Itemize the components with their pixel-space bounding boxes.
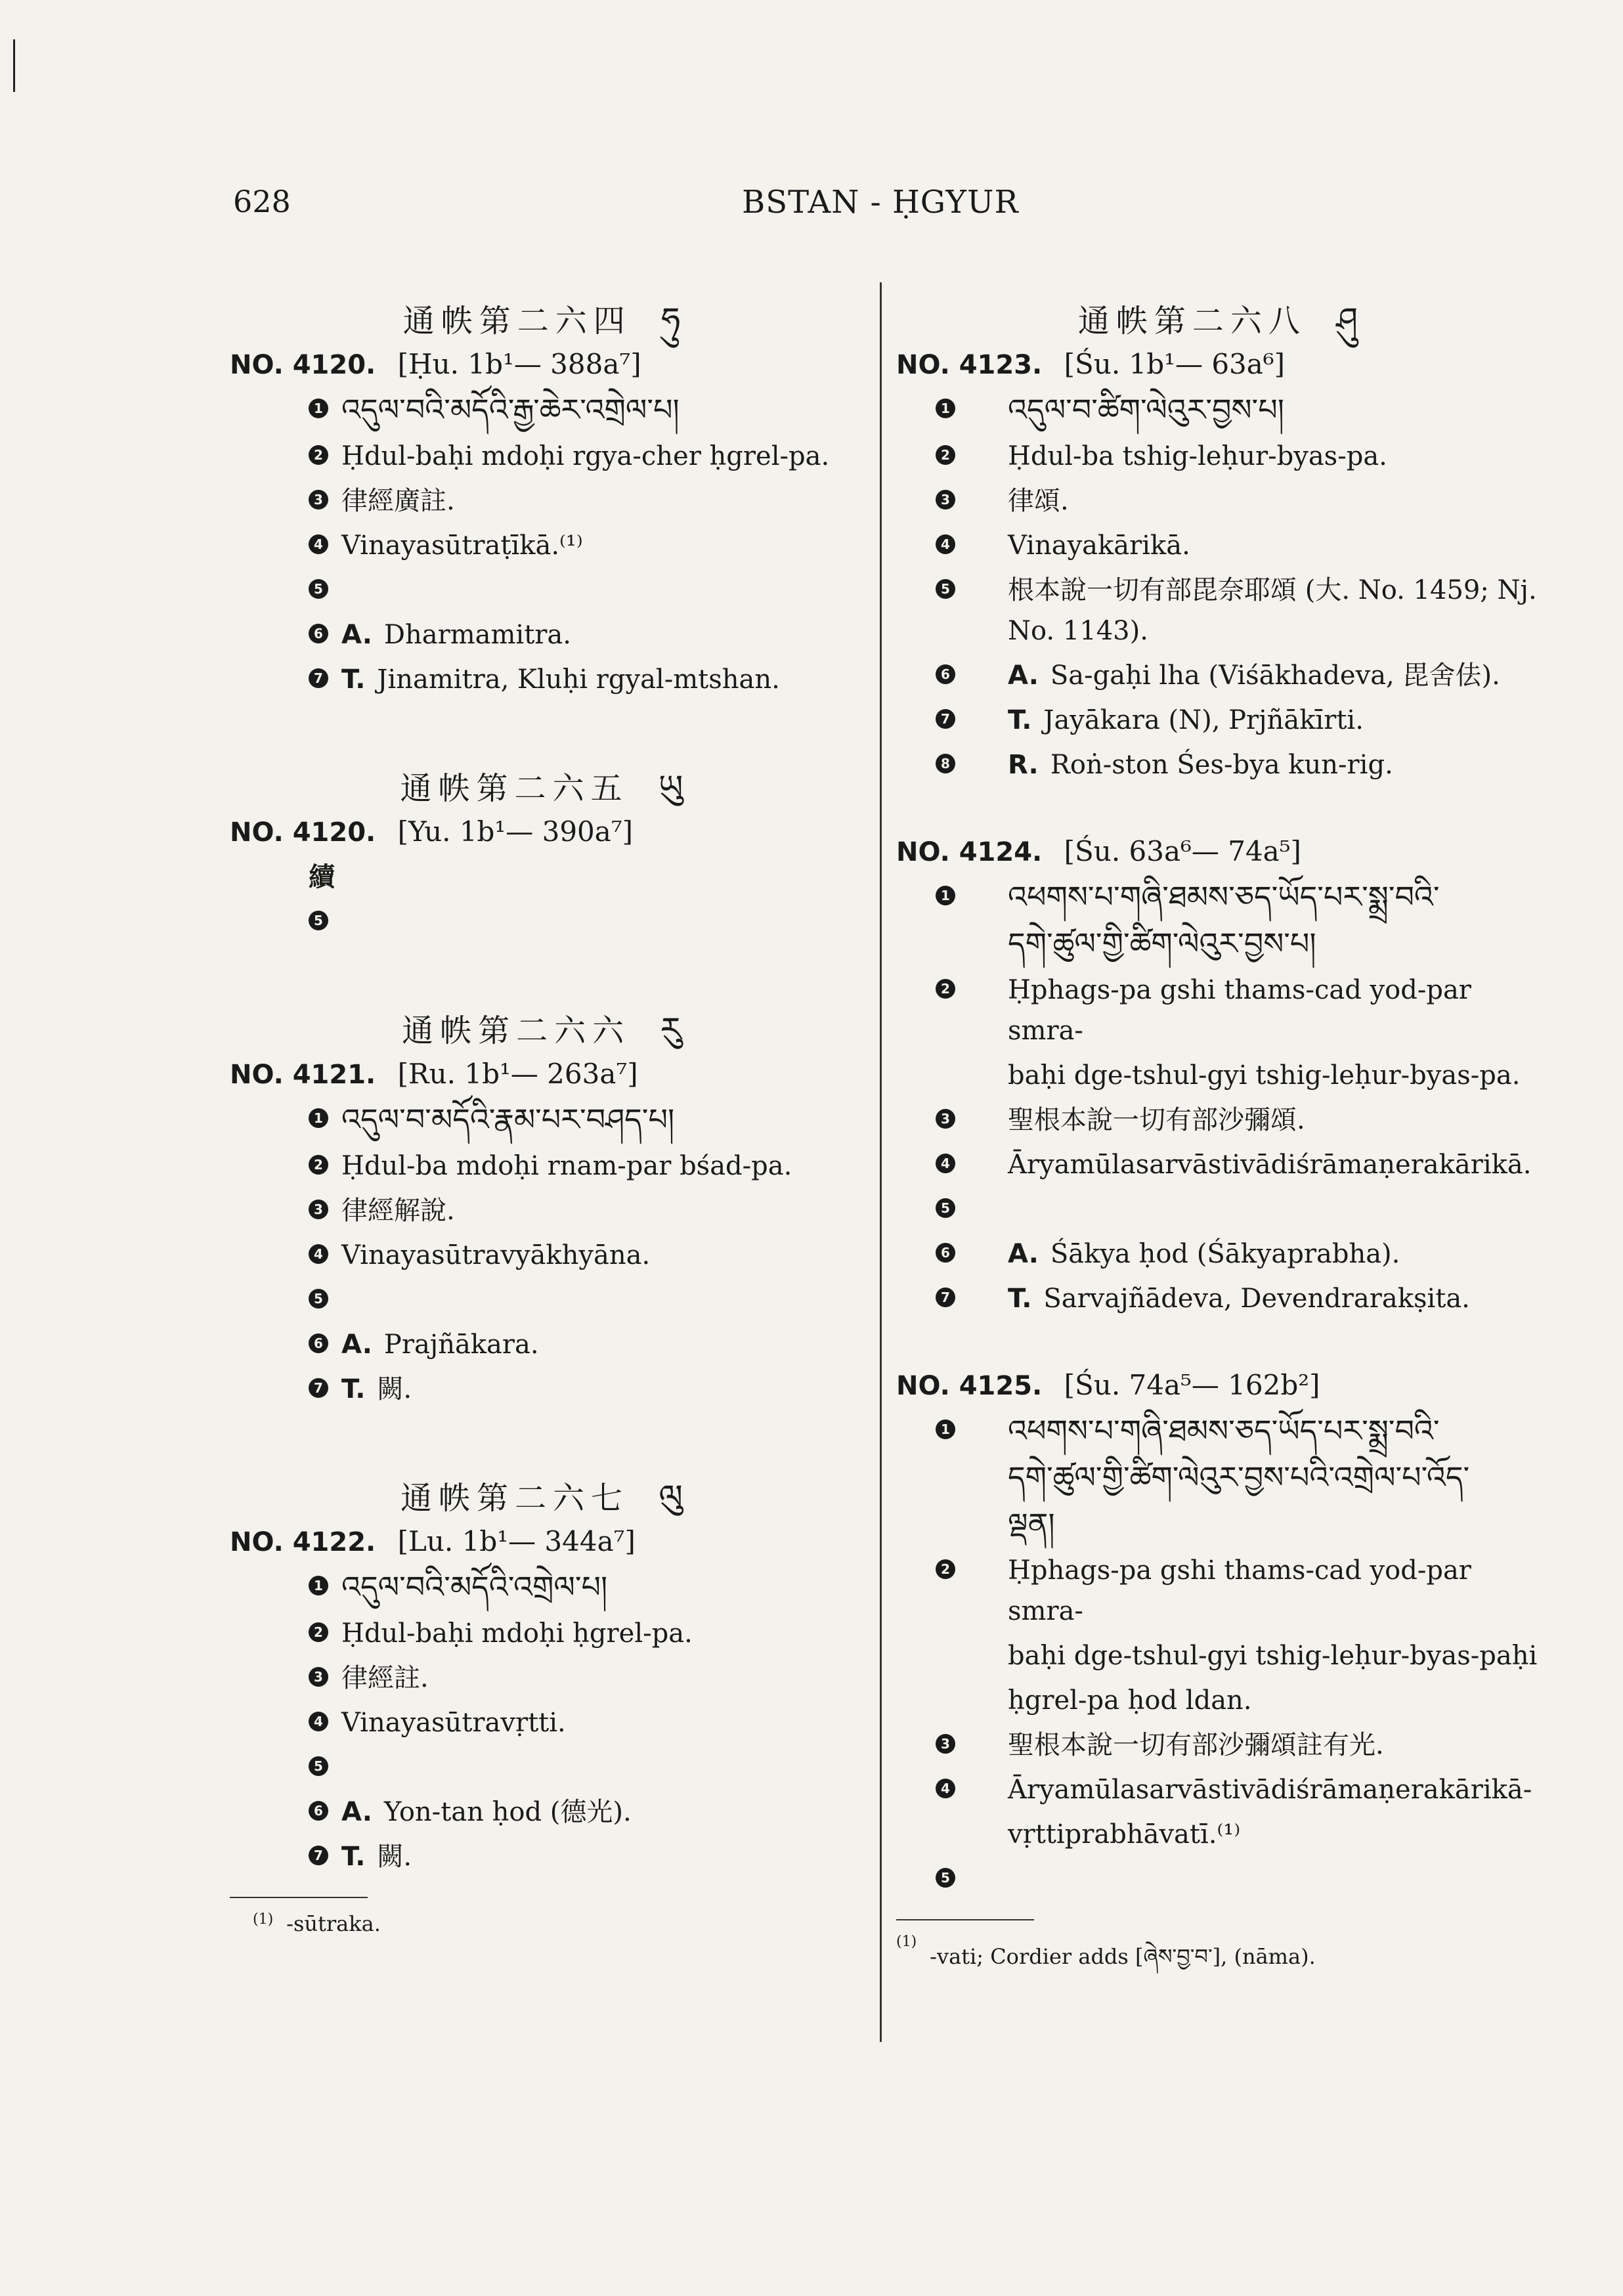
- sanskrit-title: Āryamūlasarvāstivādiśrāmaṇerakārikā.: [1008, 1150, 1532, 1180]
- chinese-title: 律經廣註.: [341, 486, 455, 516]
- entry-line: [896, 700, 1546, 741]
- entry-reference: [Lu. 1b¹— 344a⁷]: [397, 1525, 636, 1557]
- running-head: BSTAN - ḤGYUR: [742, 184, 1019, 221]
- translator-prefix: T.: [341, 1842, 366, 1872]
- tibetan-title: འདུལ་བ་མདོའི་རྣམ་པར་བཤད་པ།: [341, 1102, 675, 1137]
- footnote-mark: (1): [253, 1911, 274, 1928]
- heading-tibetan: རུ: [660, 1010, 688, 1050]
- heading-text: 通帙第二六七: [400, 1480, 630, 1517]
- transliteration: Ḥphags-pa gshi thams-cad yod-par smra-: [1008, 975, 1471, 1046]
- author-prefix: A.: [341, 620, 372, 650]
- bullet-5: 5: [309, 579, 328, 599]
- entry-line: [896, 1278, 1546, 1319]
- chinese-title: 律經註.: [341, 1663, 429, 1693]
- footnote: [896, 1934, 1546, 1993]
- tibetan-title: འདུལ་བའི་མདོའི་འགྲེལ་པ།: [341, 1569, 608, 1605]
- entry-line: [896, 1457, 1546, 1500]
- entry-line: [230, 1369, 860, 1410]
- bullet-1: 1: [936, 886, 955, 905]
- bullet-3: 3: [309, 1667, 328, 1687]
- entry-reference: [Śu. 74a⁵— 162b²]: [1064, 1369, 1320, 1401]
- entry-number: NO. 4125.: [896, 1371, 1043, 1401]
- bullet-7: 7: [309, 668, 328, 688]
- entry-line: [896, 1055, 1546, 1096]
- chinese-title: 聖根本說一切有部沙彌頌註有光.: [1008, 1730, 1384, 1760]
- entry-number: NO. 4120.: [230, 350, 376, 380]
- entry-line: [896, 481, 1546, 521]
- heading-text: 通帙第二六四: [402, 303, 632, 339]
- tibetan-title: འདུལ་བ་ཚིག་ལེའུར་བྱས་པ།: [1008, 392, 1284, 427]
- translator-prefix: T.: [1008, 705, 1032, 735]
- tibetan-title: འཕགས་པ་གཞི་ཐམས་ཅད་ཡོད་པར་སྨྲ་བའི་: [1008, 879, 1440, 915]
- transliteration: Ḥdul-ba mdoḥi rnam-par bśad-pa.: [341, 1151, 792, 1181]
- chinese-title: 聖根本說一切有部沙彌頌.: [1008, 1105, 1305, 1135]
- heading-tibetan: ཤུ: [1336, 301, 1365, 340]
- bullet-1: 1: [309, 399, 328, 418]
- section-heading: [230, 750, 860, 808]
- entry-line: [896, 877, 1546, 919]
- entry-header: [896, 835, 1546, 867]
- entry-line: [896, 1504, 1546, 1546]
- bullet-6: 6: [936, 1243, 955, 1263]
- entry-header: [896, 1369, 1546, 1401]
- footnote: [230, 1911, 860, 1936]
- entry-line: [230, 857, 860, 898]
- entry-reference: [Ḥu. 1b¹— 388a⁷]: [397, 348, 641, 380]
- reviser: Roṅ-ston Śes-bya kun-rig.: [1050, 750, 1393, 780]
- bullet-6: 6: [309, 1333, 328, 1353]
- entry-number: NO. 4122.: [230, 1527, 376, 1557]
- bullet-7: 7: [309, 1846, 328, 1865]
- bullet-7: 7: [936, 709, 955, 729]
- author: Sa-gaḥi lha (Viśākhadeva, 毘舍佉).: [1050, 661, 1500, 691]
- section-heading: [230, 282, 860, 340]
- entry-line: [896, 1769, 1546, 1810]
- bullet-2: 2: [309, 445, 328, 465]
- heading-tibetan: ལུ: [659, 1478, 689, 1517]
- bullet-6: 6: [309, 1801, 328, 1821]
- bullet-5: 5: [936, 1198, 955, 1218]
- entry-line: [230, 481, 860, 521]
- bullet-5: 5: [309, 1289, 328, 1309]
- footnote-text: -vati; Cordier adds [ཞེས་བྱ་བ་], (nāma).: [930, 1944, 1316, 1969]
- entry-line: [230, 1280, 860, 1320]
- entry-line: [230, 615, 860, 655]
- entry-line: [230, 1146, 860, 1186]
- bullet-4: 4: [936, 1154, 955, 1173]
- bullet-4: 4: [936, 534, 955, 554]
- footnote-text: -sūtraka.: [286, 1911, 381, 1936]
- bullet-4: 4: [309, 1712, 328, 1731]
- author: Dharmamitra.: [383, 620, 571, 650]
- entry-header: [896, 348, 1546, 380]
- transliteration: Ḥdul-baḥi mdoḥi rgya-cher ḥgrel-pa.: [341, 441, 830, 471]
- bullet-3: 3: [309, 1200, 328, 1219]
- entry-line: [230, 525, 860, 566]
- bullet-4: 4: [309, 1244, 328, 1264]
- sanskrit-title-cont: vṛttiprabhāvatī.⁽¹⁾: [1008, 1819, 1241, 1850]
- entry-line: [896, 1635, 1546, 1676]
- entry-line: [896, 570, 1546, 651]
- entry-header: [230, 348, 860, 380]
- entry-line: [230, 1324, 860, 1365]
- entry-line: [896, 923, 1546, 966]
- translator-prefix: T.: [341, 664, 366, 695]
- bullet-3: 3: [936, 490, 955, 509]
- entry-line: [896, 745, 1546, 785]
- translator: 闕.: [377, 1842, 412, 1872]
- entry-reference: [Śu. 1b¹— 63a⁶]: [1064, 348, 1286, 380]
- transliteration: Ḥdul-ba tshig-leḥur-byas-pa.: [1008, 441, 1387, 471]
- entry-line: [230, 1099, 860, 1142]
- entry-line: [230, 1702, 860, 1743]
- section-heading: [896, 282, 1546, 340]
- entry-header: [230, 815, 860, 848]
- author-prefix: A.: [1008, 661, 1039, 691]
- translator-prefix: T.: [341, 1374, 366, 1404]
- transliteration-cont: baḥi dge-tshul-gyi tshig-leḥur-byas-pa.: [1008, 1060, 1521, 1091]
- entry-line: [896, 655, 1546, 696]
- heading-text: 通帙第二六五: [400, 770, 629, 807]
- bullet-5: 5: [936, 1868, 955, 1888]
- entry-line: [230, 901, 860, 942]
- entry-number: NO. 4121.: [230, 1060, 376, 1090]
- author: Prajñākara.: [383, 1330, 539, 1360]
- entry-line: [896, 1859, 1546, 1899]
- entry-reference: [Śu. 63a⁶— 74a⁵]: [1064, 835, 1301, 867]
- bullet-3: 3: [936, 1734, 955, 1754]
- bullet-1: 1: [309, 1108, 328, 1128]
- bullet-2: 2: [309, 1622, 328, 1642]
- translator: Jinamitra, Kluḥi rgyal-mtshan.: [377, 664, 780, 695]
- transliteration: Ḥdul-baḥi mdoḥi ḥgrel-pa.: [341, 1618, 693, 1649]
- transliteration-cont: baḥi dge-tshul-gyi tshig-leḥur-byas-paḥi: [1008, 1641, 1538, 1671]
- entry-line: [230, 389, 860, 432]
- translator: Sarvajñādeva, Devendrarakṣita.: [1043, 1284, 1470, 1314]
- bullet-2: 2: [936, 445, 955, 465]
- entry-line: [230, 1792, 860, 1832]
- entry-line: [896, 1550, 1546, 1632]
- bullet-5: 5: [309, 911, 328, 930]
- entry-number: NO. 4123.: [896, 350, 1043, 380]
- chinese-title: 律頌.: [1008, 486, 1069, 516]
- heading-text: 通帙第二六六: [402, 1012, 631, 1049]
- entry-line: [896, 1144, 1546, 1185]
- bullet-2: 2: [936, 1559, 955, 1579]
- bullet-1: 1: [936, 399, 955, 418]
- author: Yon-tan ḥod (德光).: [383, 1797, 632, 1827]
- heading-tibetan: ཡུ: [658, 768, 690, 808]
- column-divider: [880, 282, 882, 2042]
- section-heading: [230, 992, 860, 1050]
- entry-line: [896, 1100, 1546, 1140]
- bullet-6: 6: [309, 624, 328, 643]
- section-heading: [230, 1460, 860, 1517]
- heading-text: 通帙第二六八: [1077, 303, 1307, 339]
- entry-line: [896, 1410, 1546, 1453]
- entry-line: [230, 436, 860, 477]
- sanskrit-title: Vinayakārikā.: [1008, 531, 1190, 561]
- bullet-7: 7: [936, 1288, 955, 1307]
- tibetan-title: འཕགས་པ་གཞི་ཐམས་ཅད་ཡོད་པར་སྨྲ་བའི་: [1008, 1413, 1440, 1448]
- sanskrit-title: Vinayasūtraṭīkā.⁽¹⁾: [341, 531, 583, 561]
- translator-prefix: T.: [1008, 1284, 1032, 1314]
- sanskrit-title: Vinayasūtravṛtti.: [341, 1708, 566, 1738]
- entry-line: [230, 1567, 860, 1609]
- entry-line: [230, 1658, 860, 1699]
- entry-number: NO. 4120.: [230, 817, 376, 848]
- bullet-4: 4: [309, 534, 328, 554]
- bullet-7: 7: [309, 1378, 328, 1398]
- translator: 闕.: [377, 1374, 412, 1404]
- left-column: [230, 282, 860, 1936]
- bullet-3: 3: [309, 490, 328, 509]
- page-number: 628: [233, 184, 291, 219]
- bullet-5: 5: [309, 1756, 328, 1776]
- chinese-title: 律經解說.: [341, 1196, 455, 1226]
- heading-tibetan: ཧུ: [661, 301, 687, 340]
- author-prefix: A.: [1008, 1239, 1039, 1269]
- bullet-4: 4: [936, 1779, 955, 1798]
- entry-line: [230, 1613, 860, 1654]
- bullet-6: 6: [936, 664, 955, 684]
- bullet-3: 3: [936, 1109, 955, 1129]
- author-prefix: A.: [341, 1797, 372, 1827]
- translator: Jayākara (N), Prjñākīrti.: [1043, 705, 1364, 735]
- footnote-mark: (1): [896, 1934, 917, 1950]
- entry-header: [230, 1058, 860, 1090]
- entry-line: [896, 1189, 1546, 1230]
- entry-line: [896, 389, 1546, 432]
- entry-line: [896, 970, 1546, 1051]
- bullet-1: 1: [309, 1576, 328, 1595]
- entry-line: [896, 1814, 1546, 1855]
- footnote-rule: [896, 1919, 1034, 1920]
- entry-reference: [Ru. 1b¹— 263a⁷]: [397, 1058, 638, 1090]
- author: Śākya ḥod (Śākyaprabha).: [1050, 1239, 1400, 1269]
- entry-line: [896, 1680, 1546, 1721]
- tibetan-title-cont: དགེ་ཚུལ་གྱི་ཚིག་ལེའུར་བྱས་པའི་འགྲེལ་པ་འོད་: [1008, 1460, 1470, 1495]
- entry-line: [896, 1234, 1546, 1274]
- entry-line: [230, 1836, 860, 1877]
- reviser-prefix: R.: [1008, 750, 1039, 780]
- entry-line: [230, 659, 860, 700]
- entry-line: [896, 525, 1546, 566]
- tibetan-title: འདུལ་བའི་མདོའི་རྒྱ་ཆེར་འགྲེལ་པ།: [341, 392, 680, 427]
- margin-mark: [13, 39, 15, 92]
- entry-line: [230, 1747, 860, 1788]
- entry-number: NO. 4124.: [896, 837, 1043, 867]
- bullet-8: 8: [936, 754, 955, 773]
- bullet-2: 2: [936, 979, 955, 999]
- transliteration-cont: ḥgrel-pa ḥod ldan.: [1008, 1685, 1252, 1716]
- entry-line: [230, 1235, 860, 1276]
- entry-header: [230, 1525, 860, 1557]
- bullet-2: 2: [309, 1155, 328, 1175]
- footnote-rule: [230, 1897, 368, 1898]
- bullet-1: 1: [936, 1419, 955, 1439]
- sanskrit-title: Vinayasūtravyākhyāna.: [341, 1240, 651, 1270]
- entry-line: [230, 570, 860, 611]
- right-column: [896, 282, 1546, 1993]
- tibetan-title-cont: དགེ་ཚུལ་གྱི་ཚིག་ལེའུར་བྱས་པ།: [1008, 926, 1316, 961]
- sanskrit-title: Āryamūlasarvāstivādiśrāmaṇerakārikā-: [1008, 1775, 1532, 1805]
- author-prefix: A.: [341, 1330, 372, 1360]
- transliteration: Ḥphags-pa gshi thams-cad yod-par smra-: [1008, 1555, 1471, 1626]
- tibetan-title-cont: ལྡན།: [1008, 1506, 1055, 1542]
- continued-mark: 續: [309, 861, 335, 892]
- entry-line: [896, 436, 1546, 477]
- entry-line: [230, 1190, 860, 1231]
- bullet-5: 5: [936, 579, 955, 599]
- entry-reference: [Yu. 1b¹— 390a⁷]: [397, 815, 634, 848]
- chinese-parallel: 根本說一切有部毘奈耶頌 (大. No. 1459; Nj. No. 1143).: [1008, 575, 1537, 646]
- entry-line: [896, 1725, 1546, 1765]
